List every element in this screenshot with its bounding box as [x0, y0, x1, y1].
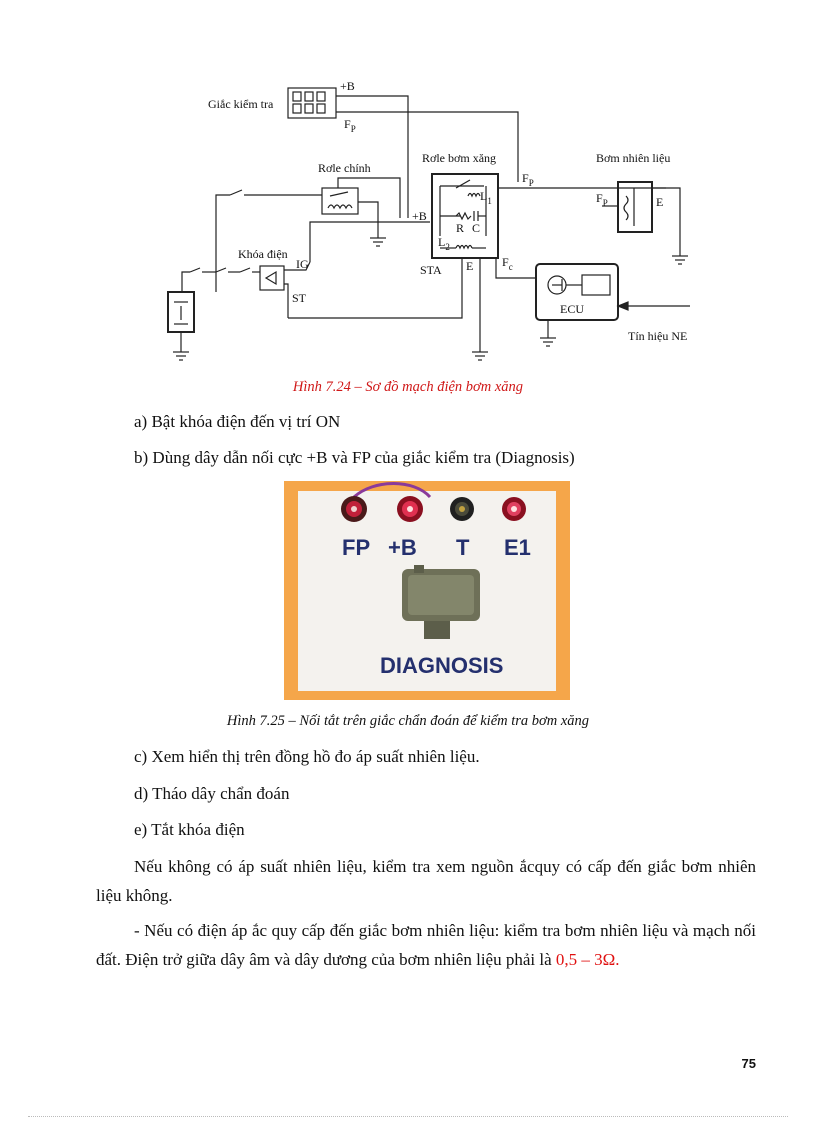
ignition-switch-symbol [260, 266, 284, 290]
figure-caption-7-25: Hình 7.25 – Nối tắt trên giắc chẩn đoán để kiểm tra bơm xăng [226, 713, 590, 729]
label-fc: $F_c$ [502, 255, 513, 272]
label-st: ST [292, 291, 307, 305]
label-l2: $L_2$ [438, 235, 450, 252]
footer-divider [28, 1116, 788, 1117]
label-plus-b-top: +B [340, 79, 355, 93]
label-ignition-switch: Khóa điện [238, 247, 288, 261]
paragraph-resistance [96, 916, 756, 974]
label-ecu: ECU [560, 302, 584, 316]
terminal-b-label: +B [388, 535, 417, 560]
paragraph-no-pressure: Nếu không có áp suất nhiên liệu, kiểm tra xem nguồn ắcquy có cấp đến giắc bơm nhiên liệu không. [96, 857, 756, 905]
label-fuel-pump: Bơm nhiên liệu [596, 151, 671, 165]
terminal-t-label: T [456, 535, 470, 560]
label-r: R [456, 221, 465, 235]
label-c: C [472, 221, 481, 235]
label-fp-relay-out: $F_P$ [522, 171, 534, 188]
terminal-e1-label: E1 [504, 535, 531, 560]
paragraph-resistance-text: - Nếu có điện áp ắc quy cấp đến giắc bơm nhiên liệu: kiểm tra bơm nhiên liệu và mạch nối đất. Điện trở giữa dây âm và dây dương của bơm nhiên liệu phải là [96, 921, 756, 969]
step-a: a) Bật khóa điện đến vị trí ON [134, 412, 341, 431]
terminal-fp-label: FP [342, 535, 371, 560]
main-relay-symbol [322, 188, 358, 214]
step-d: d) Tháo dây chẩn đoán [134, 784, 290, 803]
resistance-value: 0,5 – 3Ω. [555, 950, 620, 969]
step-c: c) Xem hiển thị trên đồng hồ đo áp suất nhiên liệu. [134, 747, 480, 766]
label-fp-top: $F_P$ [344, 117, 356, 134]
label-e-relay: E [466, 259, 474, 273]
step-e: e) Tắt khóa điện [134, 820, 245, 839]
diagnosis-label: DIAGNOSIS [380, 653, 504, 678]
label-pump-relay: Rơle bơm xăng [422, 151, 497, 165]
label-main-relay: Rơle chính [318, 161, 371, 175]
label-ne-signal: Tín hiệu NE [628, 329, 688, 343]
label-sta: STA [420, 263, 442, 277]
label-plus-b-relay: +B [412, 209, 427, 223]
diagnosis-connector-photo [284, 481, 570, 700]
label-l1: $L_1$ [480, 189, 492, 206]
figure-caption-7-24: Hình 7.24 – Sơ đồ mạch điện bơm xăng [292, 379, 524, 395]
label-check-connector: Giắc kiểm tra [208, 97, 274, 111]
page-number: 75 [741, 1056, 756, 1071]
label-e-pump: E [656, 195, 664, 209]
label-ig: IG [296, 257, 309, 271]
step-b: b) Dùng dây dẫn nối cực +B và FP của giắc kiểm tra (Diagnosis) [134, 448, 575, 467]
label-fp-pump: $F_P$ [596, 191, 608, 208]
fuel-pump-circuit-diagram [160, 70, 700, 370]
fuel-pump-symbol [618, 182, 652, 232]
